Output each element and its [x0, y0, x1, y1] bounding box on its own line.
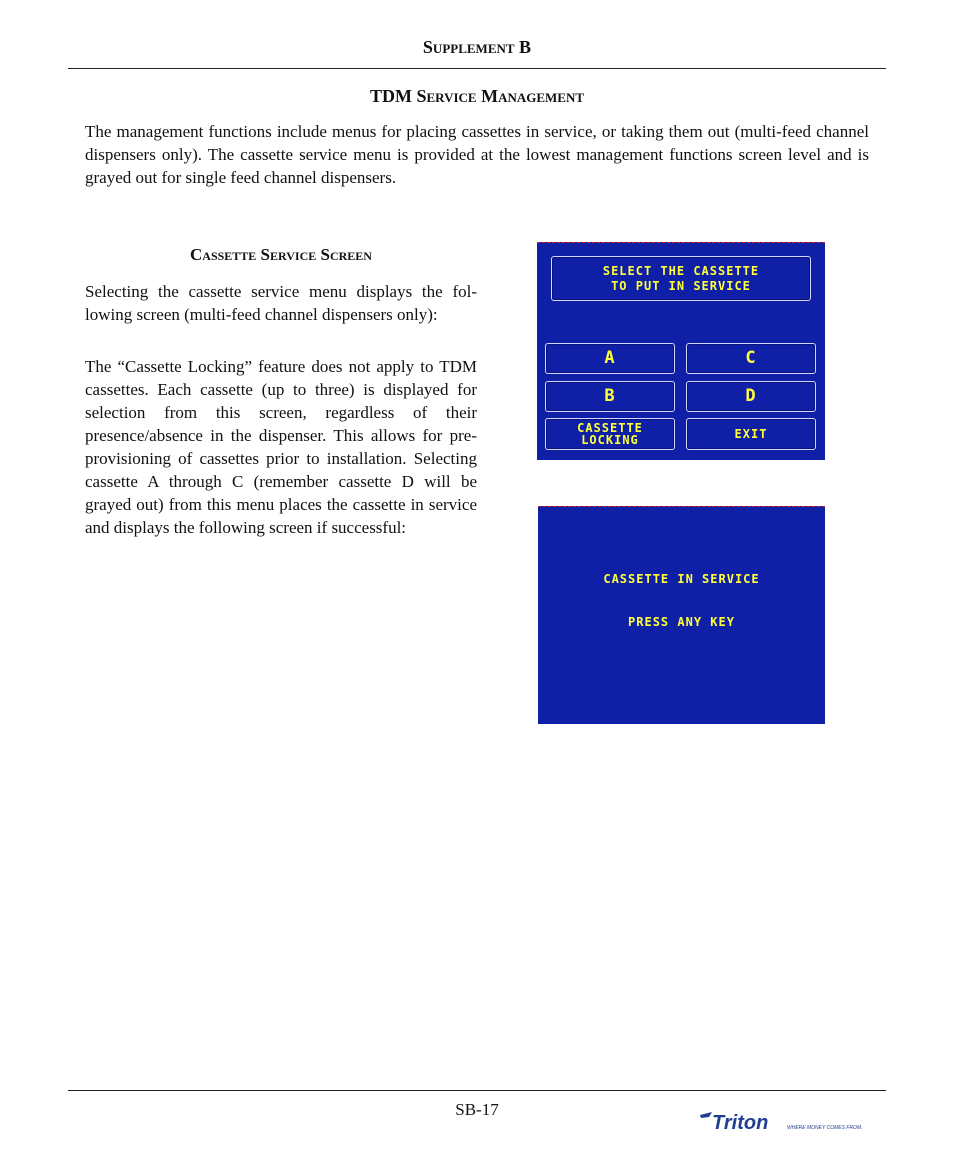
screen-header-box — [551, 256, 811, 301]
subsection-paragraph-2: The “Cassette Locking” feature does not apply to TDM cassettes. Each cassette (up to three) is displayed for selection from this screen, regardless of their presence/absence in the dispenser. This allows for pre-provisioning of cassettes prior to installation. Selecting cassette A through C (remember cassette D will be grayed out) from this menu places the cassette in service and displays the following screen if successful: — [85, 357, 477, 537]
logo-text: Triton — [712, 1112, 769, 1134]
subsection-title: Cassette Service Screen — [190, 245, 372, 264]
cassette-c-label: C — [745, 348, 757, 368]
cassette-c-button[interactable] — [686, 343, 816, 374]
cassette-d-button[interactable] — [686, 381, 816, 412]
cassette-d-label: D — [745, 386, 757, 406]
cassette-a-button[interactable] — [545, 343, 675, 374]
exit-label: EXIT — [734, 427, 768, 441]
header-title: Supplement B — [422, 37, 532, 57]
logo-swoosh — [700, 1112, 712, 1118]
cassette-locking-label-2: LOCKING — [581, 433, 639, 447]
header-rule — [68, 68, 886, 69]
subsection-paragraph-1: Selecting the cassette service menu displays the fol-lowing screen (multi-feed channel dispensers only): — [85, 282, 477, 324]
logo-tagline: WHERE MONEY COMES FROM. — [787, 1125, 863, 1131]
in-service-message: CASSETTE IN SERVICE — [603, 572, 760, 586]
footer-rule — [68, 1090, 886, 1091]
cassette-select-screen — [537, 242, 825, 460]
cassette-locking-button[interactable] — [545, 418, 675, 450]
section-title: TDM Service Management — [369, 86, 585, 106]
screen-header-line-1: SELECT THE CASSETTE — [602, 263, 760, 278]
intro-paragraph: The management functions include menus for placing cassettes in service, or taking them out (multi-feed channel dispensers only). The cassette service menu is provided at the lowest management functions screen level and is grayed out for single feed channel dispensers. — [85, 122, 869, 187]
cassette-locking-label-1: CASSETTE — [577, 421, 643, 435]
screen-header-line-2: TO PUT IN SERVICE — [611, 278, 751, 293]
cassette-in-service-screen — [538, 506, 825, 724]
cassette-a-label: A — [604, 348, 616, 368]
triton-logo — [698, 1109, 863, 1135]
page-number: SB-17 — [455, 1100, 499, 1119]
cassette-b-label: B — [604, 386, 616, 406]
exit-button[interactable] — [686, 418, 816, 450]
press-any-key-message: PRESS ANY KEY — [628, 615, 735, 629]
cassette-b-button[interactable] — [545, 381, 675, 412]
